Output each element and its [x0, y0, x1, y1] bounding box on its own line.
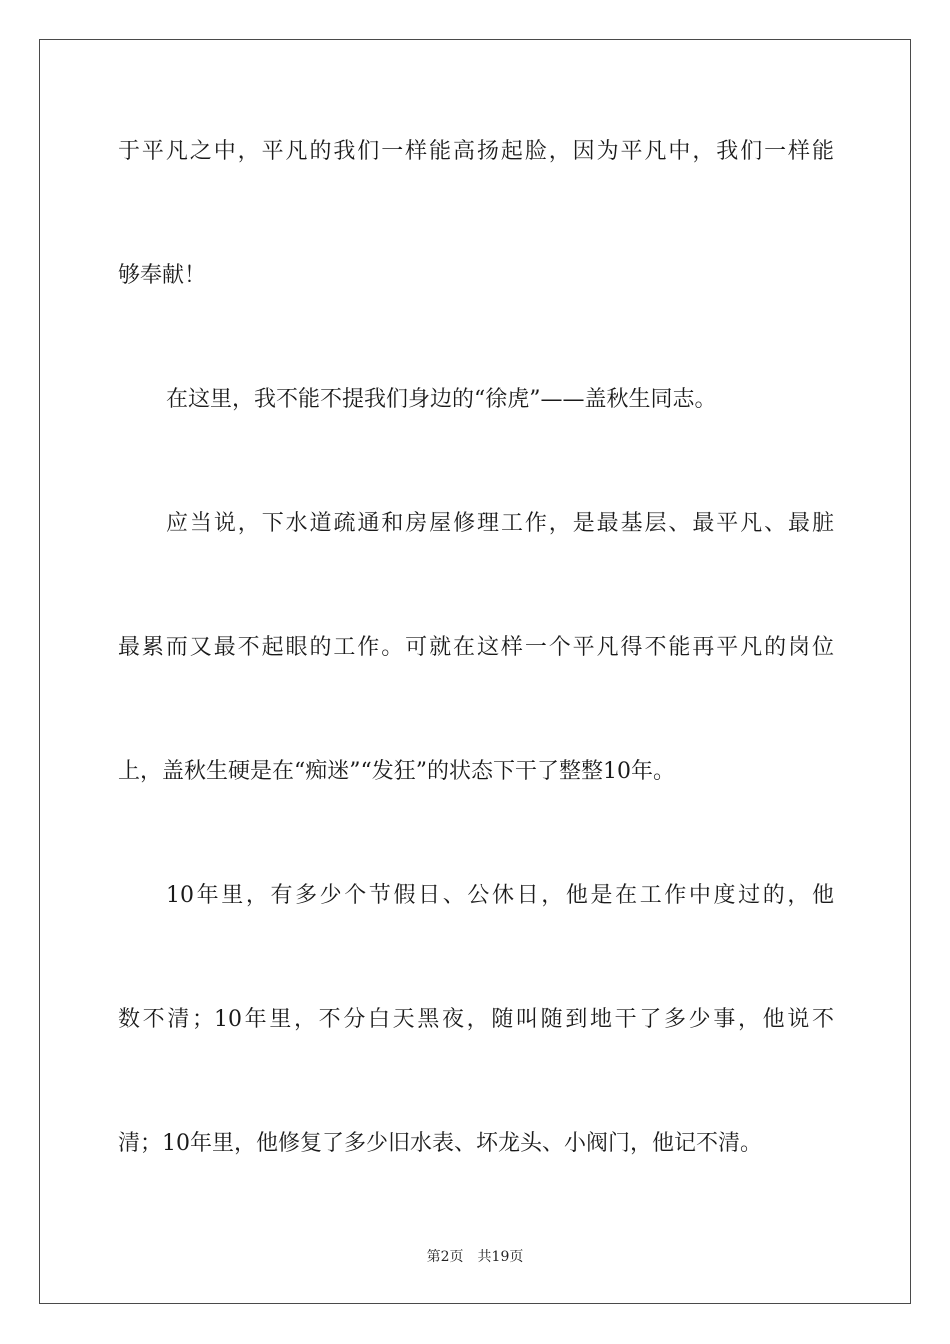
paragraph-line-3: 在这里，我不能不提我们身边的“徐虎”——盖秋生同志。 — [166, 387, 717, 412]
paragraph-line-1: 于平凡之中，平凡的我们一样能高扬起脸，因为平凡中，我们一样能 — [118, 139, 834, 164]
paragraph-line-5: 最累而又最不起眼的工作。可就在这样一个平凡得不能再平凡的岗位 — [118, 635, 834, 660]
paragraph-line-6: 上，盖秋生硬是在“痴迷”“发狂”的状态下干了整整10年。 — [118, 759, 675, 784]
paragraph-line-2: 够奉献！ — [118, 263, 207, 288]
page-total: 共19页 — [477, 1249, 524, 1265]
page-number: 第2页 — [426, 1249, 464, 1265]
paragraph-line-9: 清；10年里，他修复了多少旧水表、坏龙头、小阀门，他记不清。 — [118, 1131, 762, 1156]
page-footer — [0, 1247, 950, 1267]
paragraph-line-7: 10年里，有多少个节假日、公休日，他是在工作中度过的，他 — [166, 883, 834, 908]
paragraph-line-8: 数不清；10年里，不分白天黑夜，随叫随到地干了多少事，他说不 — [118, 1007, 834, 1032]
paragraph-line-4: 应当说，下水道疏通和房屋修理工作，是最基层、最平凡、最脏 — [166, 511, 834, 536]
page-border — [39, 39, 911, 1304]
